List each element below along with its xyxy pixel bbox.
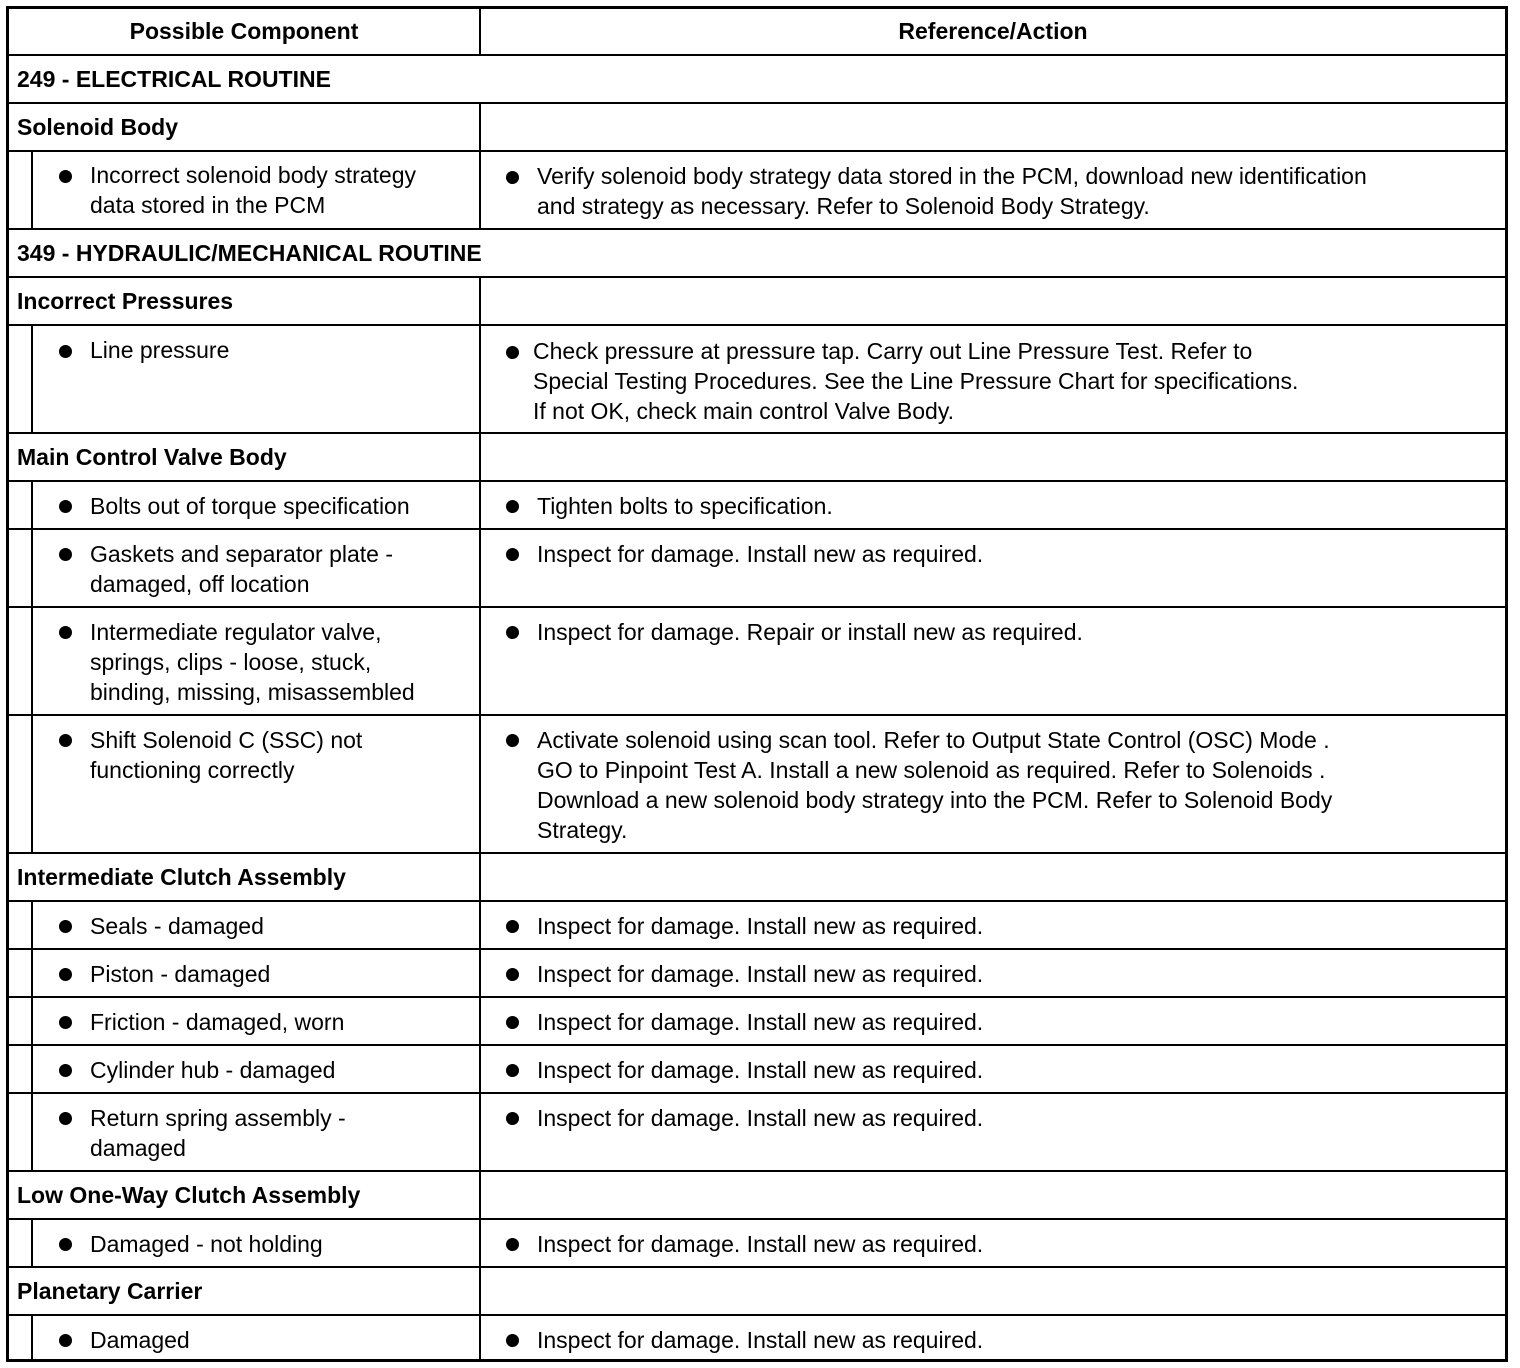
bullet-icon: [506, 1334, 519, 1347]
bullet-icon: [506, 1112, 519, 1125]
action-text: Inspect for damage. Install new as required.: [537, 1057, 984, 1083]
bullet-icon: [59, 734, 72, 747]
bullet-icon: [59, 968, 72, 981]
table-row: [9, 608, 1505, 716]
header-reference-action: Reference/Action: [898, 18, 1088, 44]
action-text: Inspect for damage. Install new as required.: [537, 1105, 984, 1131]
group-title: Solenoid Body: [9, 104, 481, 150]
routine-row-electrical: [9, 56, 1505, 104]
component-text: Damaged: [90, 1327, 190, 1353]
action-text: Tighten bolts to specification.: [537, 493, 833, 519]
component-text: Shift Solenoid C (SSC) not functioning correctly: [90, 727, 363, 783]
component-text: Return spring assembly - damaged: [90, 1105, 346, 1161]
action-text: Check pressure at pressure tap. Carry out Line Pressure Test. Refer to Special Testing Procedures. See the Line Pressure Chart for specifications. If not OK, check main control Valve Body.: [533, 338, 1299, 424]
component-text: Bolts out of torque specification: [90, 493, 410, 519]
bullet-icon: [59, 1064, 72, 1077]
action-text: Inspect for damage. Install new as required.: [537, 913, 984, 939]
group-title: Planetary Carrier: [9, 1268, 481, 1314]
bullet-icon: [506, 171, 519, 184]
bullet-icon: [59, 1112, 72, 1125]
table-row: [9, 326, 1505, 434]
action-text: Inspect for damage. Install new as required.: [537, 1231, 984, 1257]
group-row-incorrect-pressures: [9, 278, 1505, 326]
bullet-icon: [506, 626, 519, 639]
table-row: [9, 950, 1505, 998]
bullet-icon: [506, 1064, 519, 1077]
component-text: Damaged - not holding: [90, 1231, 323, 1257]
bullet-icon: [506, 346, 519, 359]
group-title: Main Control Valve Body: [9, 434, 481, 480]
table-row: [9, 716, 1505, 854]
bullet-icon: [59, 548, 72, 561]
component-text: Intermediate regulator valve, springs, clips - loose, stuck, binding, missing, misassembled: [90, 619, 415, 705]
component-text: Piston - damaged: [90, 961, 271, 987]
bullet-icon: [59, 1016, 72, 1029]
table-row: [9, 482, 1505, 530]
bullet-icon: [506, 968, 519, 981]
bullet-icon: [59, 345, 72, 358]
table-row: [9, 902, 1505, 950]
action-text: Inspect for damage. Install new as required.: [537, 1009, 984, 1035]
group-title: Intermediate Clutch Assembly: [9, 854, 481, 900]
action-text: Verify solenoid body strategy data stored in the PCM, download new identification and strategy as necessary. Refer to Solenoid Body Strategy.: [537, 163, 1367, 219]
component-text: Incorrect solenoid body strategy data stored in the PCM: [90, 162, 417, 218]
bullet-icon: [506, 1016, 519, 1029]
bullet-icon: [59, 920, 72, 933]
component-text: Friction - damaged, worn: [90, 1009, 345, 1035]
action-text: Activate solenoid using scan tool. Refer to Output State Control (OSC) Mode . GO to Pinpoint Test A. Install a new solenoid as required. Refer to Solenoids . Download a new solenoid body strategy into the PCM. Refer to Solenoid Body Strategy.: [537, 727, 1333, 843]
action-text: Inspect for damage. Repair or install new as required.: [537, 619, 1083, 645]
group-row-solenoid-body: [9, 104, 1505, 152]
bullet-icon: [59, 500, 72, 513]
table-row: [9, 1046, 1505, 1094]
group-row-main-control: [9, 434, 1505, 482]
component-text: Seals - damaged: [90, 913, 264, 939]
bullet-icon: [506, 548, 519, 561]
group-row-intermediate-clutch: [9, 854, 1505, 902]
action-text: Inspect for damage. Install new as required.: [537, 1327, 984, 1353]
routine-title: 249 - ELECTRICAL ROUTINE: [17, 66, 331, 92]
bullet-icon: [59, 170, 72, 183]
table-row: [9, 998, 1505, 1046]
routine-title: 349 - HYDRAULIC/MECHANICAL ROUTINE: [17, 240, 482, 266]
table-header-row: [9, 9, 1505, 56]
group-row-planetary: [9, 1268, 1505, 1316]
header-possible-component: Possible Component: [9, 9, 481, 54]
bullet-icon: [506, 1238, 519, 1251]
table-row: [9, 530, 1505, 608]
group-title: Incorrect Pressures: [9, 278, 481, 324]
routine-row-hydraulic: [9, 230, 1505, 278]
bullet-icon: [506, 500, 519, 513]
component-text: Line pressure: [90, 337, 230, 363]
action-text: Inspect for damage. Install new as required.: [537, 541, 984, 567]
bullet-icon: [59, 626, 72, 639]
diagnostic-table: [6, 6, 1508, 1362]
component-text: Cylinder hub - damaged: [90, 1057, 336, 1083]
group-title: Low One-Way Clutch Assembly: [9, 1172, 481, 1218]
table-row: [9, 1220, 1505, 1268]
component-text: Gaskets and separator plate - damaged, off location: [90, 541, 393, 597]
table-row: [9, 152, 1505, 230]
table-row: [9, 1094, 1505, 1172]
bullet-icon: [506, 920, 519, 933]
bullet-icon: [506, 734, 519, 747]
bullet-icon: [59, 1334, 72, 1347]
table-row: [9, 1316, 1505, 1359]
bullet-icon: [59, 1238, 72, 1251]
action-text: Inspect for damage. Install new as required.: [537, 961, 984, 987]
group-row-low-one-way: [9, 1172, 1505, 1220]
